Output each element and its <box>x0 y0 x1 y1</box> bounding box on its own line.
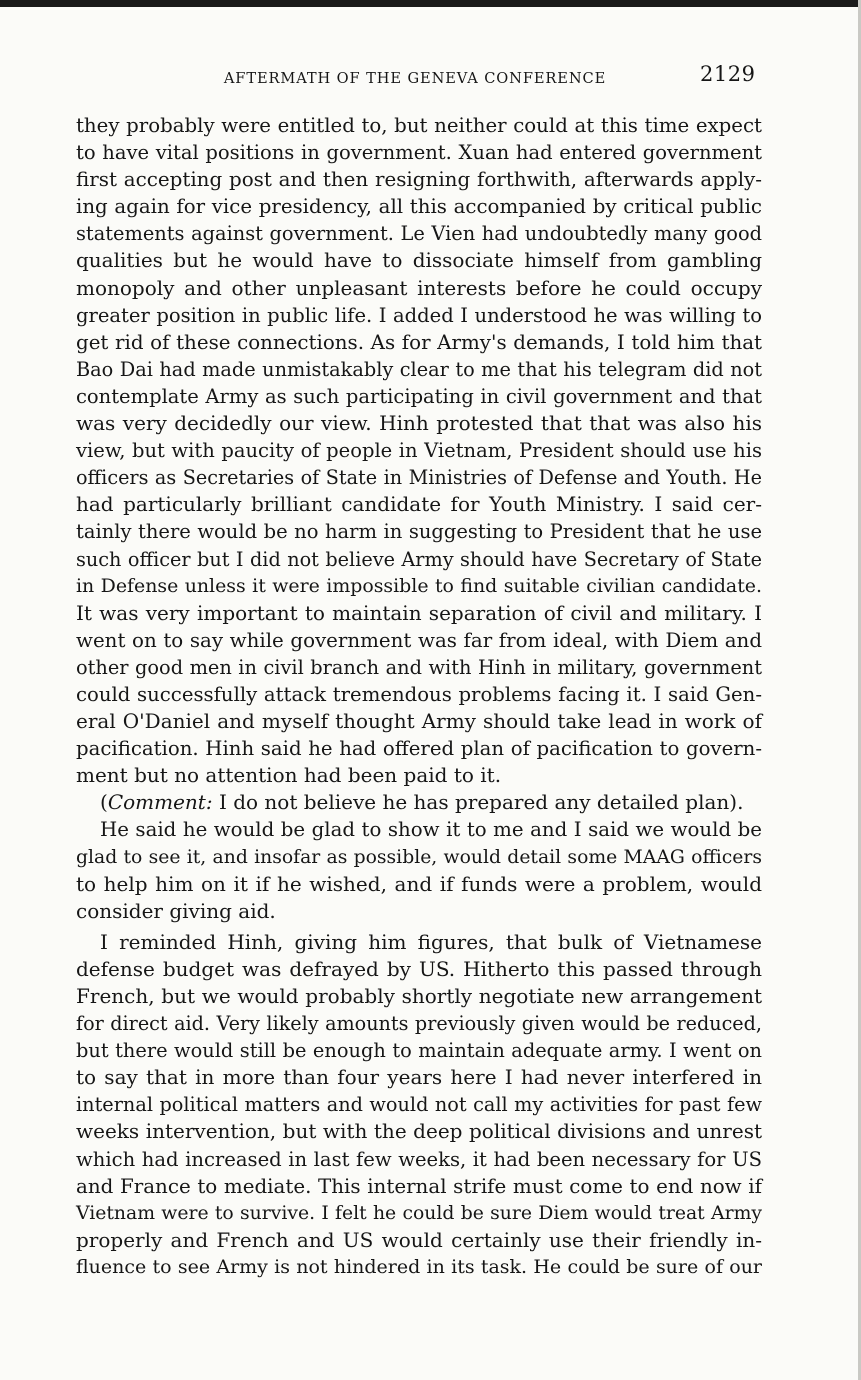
page-number: 2129 <box>700 62 756 86</box>
paragraph-4 <box>76 929 762 1281</box>
text-line: internal political matters and would not call my activities for past few <box>76 1093 762 1117</box>
running-head: AFTERMATH OF THE GENEVA CONFERENCE <box>223 70 607 87</box>
text-line: to help him on it if he wished, and if funds were a problem, would <box>76 871 762 896</box>
text-line: in Defense unless it were impossible to find suitable civilian candidate. <box>76 574 762 597</box>
text-line: but there would still be enough to maintain adequate army. I went on <box>76 1039 762 1063</box>
paragraph-1 <box>76 112 762 789</box>
text-line: and France to mediate. This internal strife must come to end now if <box>76 1174 762 1198</box>
text-line: glad to see it, and insofar as possible, would detail some MAAG officers <box>76 846 762 868</box>
text-line: other good men in civil branch and with Hinh in military, government <box>76 655 762 679</box>
text-line: contemplate Army as such participating in civil government and that <box>76 384 762 408</box>
text-line: He said he would be glad to show it to me and I said we would be <box>100 818 762 842</box>
text-line: went on to say while government was far from ideal, with Diem and <box>76 628 762 652</box>
text-line: Bao Dai had made unmistakably clear to me that his telegram did not <box>76 357 762 381</box>
text-line: get rid of these connections. As for Army's demands, I told him that <box>76 330 762 354</box>
text-line: consider giving aid. <box>76 898 276 923</box>
text-line: officers as Secretaries of State in Ministries of Defense and Youth. He <box>76 466 762 490</box>
text-line: weeks intervention, but with the deep political divisions and unrest <box>76 1119 762 1144</box>
text-line: ment but no attention had been paid to it. <box>76 763 502 788</box>
text-line: French, but we would probably shortly negotiate new arrangement <box>76 984 762 1008</box>
text-line: ing again for vice presidency, all this accompanied by critical public <box>76 195 762 219</box>
text-line: monopoly and other unpleasant interests before he could occupy <box>76 275 762 300</box>
comment-text: I do not believe he has prepared any detailed plan). <box>218 790 744 815</box>
text-line: to have vital positions in government. Xuan had entered government <box>76 141 762 165</box>
text-line: could successfully attack tremendous problems facing it. I said Gen- <box>76 682 762 706</box>
text-line: view, but with paucity of people in Vietnam, President should use his <box>76 439 762 463</box>
text-line: defense budget was defrayed by US. Hitherto this passed through <box>76 956 762 981</box>
text-line: I reminded Hinh, giving him figures, that bulk of Vietnamese <box>100 929 762 954</box>
text-line: which had increased in last few weeks, it had been necessary for US <box>76 1147 762 1171</box>
text-line: pacification. Hinh said he had offered plan of pacification to govern- <box>76 737 762 761</box>
body-text <box>76 112 762 1281</box>
text-line: statements against government. Le Vien had undoubtedly many good <box>76 222 762 246</box>
text-line: such officer but I did not believe Army should have Secretary of State <box>76 547 762 571</box>
comment-line: (Comment: I do not believe he has prepared any detailed plan). <box>100 790 744 815</box>
text-line: had particularly brilliant candidate for Youth Ministry. I said cer- <box>76 492 762 517</box>
text-line: for direct aid. Very likely amounts previously given would be reduced, <box>76 1012 762 1036</box>
text-line: fluence to see Army is not hindered in its task. He could be sure of our <box>76 1255 762 1278</box>
paragraph-3 <box>76 816 762 924</box>
text-line: eral O'Daniel and myself thought Army should take lead in work of <box>76 709 762 734</box>
text-line: Vietnam were to survive. I felt he could be sure Diem would treat Army <box>76 1202 762 1224</box>
comment-label: Comment: <box>107 790 213 815</box>
text-line: qualities but he would have to dissociate himself from gambling <box>76 248 762 273</box>
page-top-edge <box>0 0 861 7</box>
text-line: properly and French and US would certainly use their friendly in- <box>76 1227 762 1252</box>
text-line: was very decidedly our view. Hinh protested that that was also his <box>76 411 762 436</box>
paragraph-comment <box>76 789 762 816</box>
text-line: to say that in more than four years here I had never interfered in <box>76 1065 762 1090</box>
text-line: first accepting post and then resigning forthwith, afterwards apply- <box>76 168 762 192</box>
text-line: It was very important to maintain separation of civil and military. I <box>76 600 762 625</box>
text-line: they probably were entitled to, but neither could at this time expect <box>76 114 762 137</box>
text-line: tainly there would be no harm in suggesting to President that he use <box>76 520 762 544</box>
text-line: greater position in public life. I added I understood he was willing to <box>76 303 762 327</box>
